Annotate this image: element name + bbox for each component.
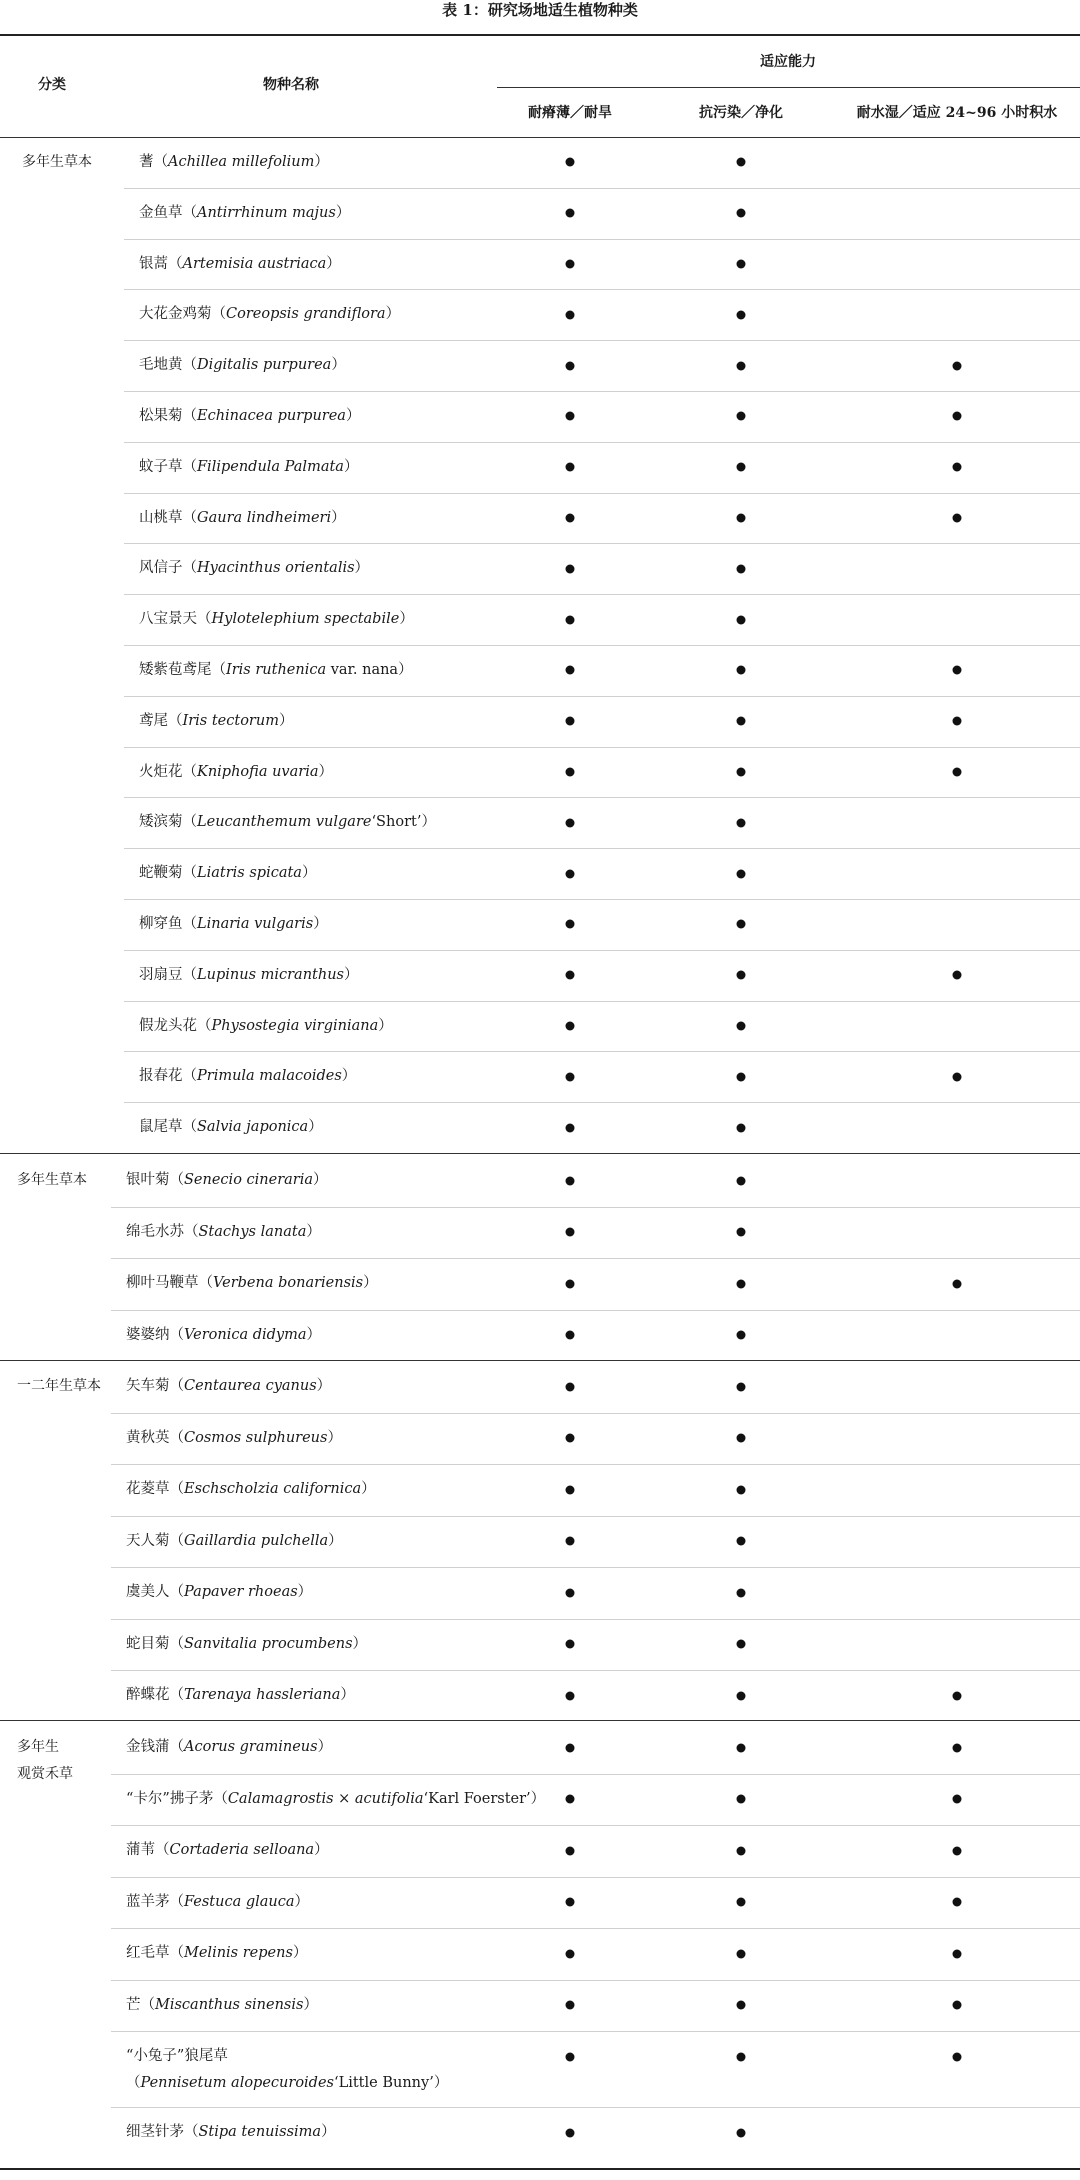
table-caption: 表 1：研究场地适生植物种类 [442, 1, 638, 19]
species-name: 毛地黄（Digitalis purpurea） [139, 357, 346, 374]
dot-drought [566, 259, 575, 268]
species-cn-name: 蛇目菊 [126, 1635, 170, 1652]
dot-drought [566, 1949, 575, 1958]
dot-waterlogging [953, 463, 962, 472]
species-latin-name: Salvia japonica [197, 1119, 309, 1136]
species-latin-name: Gaillardia pulchella [184, 1532, 329, 1549]
dot-drought [566, 2053, 575, 2062]
species-latin-name: Miscanthus sinensis [155, 1996, 304, 2013]
species-latin-name: Calamagrostis × acutifolia [227, 1790, 424, 1807]
species-latin-name: Cortaderia selloana [169, 1842, 315, 1858]
table-row [0, 848, 1080, 899]
table-row [0, 289, 1080, 340]
header-subrule [497, 87, 1080, 88]
species-latin-name: Cosmos sulphureus [184, 1429, 328, 1446]
species-cultivar: ‘Karl Foerster’ [423, 1790, 531, 1807]
dot-drought [566, 1640, 575, 1649]
species-cn-name: “卡尔”拂子茅 [126, 1790, 214, 1807]
dot-waterlogging [953, 2001, 962, 2010]
species-latin-name: Physostegia virginiana [211, 1017, 379, 1034]
species-name: 大花金鸡菊（Coreopsis grandiflora） [139, 306, 401, 323]
species-latin-name: Senecio cineraria [184, 1172, 313, 1188]
table-row [0, 1051, 1080, 1102]
dot-pollution [737, 767, 746, 776]
species-name: 醉蝶花（Tarenaya hassleriana） [126, 1687, 355, 1703]
species-name: 银蒿（Artemisia austriaca） [139, 255, 341, 272]
dot-waterlogging [953, 767, 962, 776]
species-latin-name: Gaura lindheimeri [197, 509, 332, 526]
species-name: 银叶菊（Senecio cineraria） [126, 1172, 328, 1188]
species-name: 假龙头花（Physostegia virginiana） [139, 1017, 393, 1034]
species-name: 风信子（Hyacinthus orientalis） [139, 560, 370, 577]
dot-pollution [737, 2001, 746, 2010]
dot-pollution [737, 1021, 746, 1030]
dot-pollution [737, 1228, 746, 1237]
species-name: 柳叶马鞭草（Verbena bonariensis） [126, 1275, 378, 1291]
species-latin-name: Verbena bonariensis [213, 1275, 364, 1291]
dot-waterlogging [953, 1949, 962, 1958]
species-cn-name: 报春花 [139, 1068, 183, 1085]
dot-waterlogging [953, 1898, 962, 1907]
species-latin-name: Hylotelephium spectabile [211, 611, 400, 628]
species-cn-name: 银蒿 [139, 255, 168, 272]
table-row [0, 340, 1080, 391]
dot-drought [566, 1588, 575, 1597]
species-cn-name: 芒 [126, 1996, 141, 2013]
table-row [0, 137, 1080, 188]
species-cn-name: 矮滨菊 [139, 814, 183, 831]
table-row [0, 645, 1080, 696]
dot-drought [566, 310, 575, 319]
species-cn-name: 蛇鞭菊 [139, 865, 183, 882]
dot-pollution [737, 1123, 746, 1132]
table-row [0, 1102, 1080, 1153]
species-name: 柳穿鱼（Linaria vulgaris） [139, 916, 328, 932]
dot-waterlogging [953, 412, 962, 421]
species-cn-name: 大花金鸡菊 [139, 306, 212, 323]
dot-waterlogging [953, 1279, 962, 1288]
species-cn-name: 风信子 [139, 560, 183, 577]
species-latin-name: Iris ruthenica [226, 662, 327, 678]
species-name: 松果菊（Echinacea purpurea） [139, 408, 361, 424]
species-name: 蚊子草（Filipendula Palmata） [139, 458, 359, 475]
species-latin-name: Antirrhinum majus [197, 204, 336, 221]
dot-pollution [737, 209, 746, 218]
dot-drought [566, 463, 575, 472]
species-name: 花菱草（Eschscholzia californica） [126, 1481, 376, 1497]
table-row [0, 1980, 1080, 2032]
species-name: 鸢尾（Iris tectorum） [139, 712, 294, 729]
species-name: 矮紫苞鸢尾（Iris ruthenica var. nana） [139, 662, 413, 678]
dot-pollution [737, 2128, 746, 2137]
species-cn-name: 柳穿鱼 [139, 916, 183, 932]
table-row [0, 1670, 1080, 1722]
species-cn-name: 虞美人 [126, 1584, 170, 1600]
species-name: 火炬花（Kniphofia uvaria） [139, 763, 333, 780]
species-cn-name: 银叶菊 [126, 1172, 170, 1188]
table-row [0, 1619, 1080, 1671]
header-col-waterlogging: 耐水湿／适应 24~96 小时积水 [856, 105, 1058, 121]
header-ability: 适应能力 [760, 54, 816, 70]
dot-drought [566, 1537, 575, 1546]
dot-pollution [737, 1279, 746, 1288]
dot-pollution [737, 564, 746, 573]
dot-drought [566, 1331, 575, 1340]
top-rule [0, 34, 1080, 36]
species-cn-name: “小兔子”狼尾草 [126, 2048, 228, 2064]
dot-drought [566, 1279, 575, 1288]
species-cn-name: 金鱼草 [139, 204, 183, 221]
species-cn-name: 假龙头花 [139, 1017, 197, 1034]
species-cn-name: 蚊子草 [139, 458, 183, 475]
dot-drought [566, 971, 575, 980]
species-cn-name: 毛地黄 [139, 357, 183, 374]
table-row [0, 899, 1080, 950]
dot-pollution [737, 1588, 746, 1597]
dot-drought [566, 1691, 575, 1700]
species-name: 蛇目菊（Sanvitalia procumbens） [126, 1635, 368, 1652]
species-cn-name: 婆婆纳 [126, 1326, 170, 1343]
dot-pollution [737, 717, 746, 726]
dot-drought [566, 2001, 575, 2010]
dot-pollution [737, 1331, 746, 1340]
table-row [0, 1310, 1080, 1362]
dot-pollution [737, 1949, 746, 1958]
dot-drought [566, 412, 575, 421]
table-row [0, 1207, 1080, 1259]
species-latin-name: Artemisia austriaca [182, 255, 327, 272]
species-latin-name: Kniphofia uvaria [197, 763, 319, 780]
species-latin-name: Eschscholzia californica [184, 1481, 362, 1497]
species-name: 蛇鞭菊（Liatris spicata） [139, 865, 317, 882]
table-row [0, 1413, 1080, 1465]
table-row [0, 188, 1080, 239]
dot-waterlogging [953, 1846, 962, 1855]
header-species: 物种名称 [263, 77, 319, 93]
species-cn-name: 醉蝶花 [126, 1687, 170, 1703]
species-latin-name: Tarenaya hassleriana [184, 1687, 341, 1703]
dot-pollution [737, 666, 746, 675]
species-latin-name: Filipendula Palmata [197, 458, 344, 475]
dot-drought [566, 818, 575, 827]
table-row [0, 1464, 1080, 1516]
table-row [0, 797, 1080, 848]
table-row [0, 747, 1080, 798]
dot-waterlogging [953, 1691, 962, 1700]
dot-pollution [737, 1072, 746, 1081]
species-name: 红毛草（Melinis repens） [126, 1945, 308, 1961]
species-latin-name: Echinacea purpurea [197, 408, 346, 424]
dot-pollution [737, 412, 746, 421]
group-separator [0, 1153, 1080, 1154]
dot-waterlogging [953, 2053, 962, 2062]
dot-pollution [737, 1434, 746, 1443]
species-name: 金钱蒲（Acorus gramineus） [126, 1739, 333, 1755]
dot-pollution [737, 259, 746, 268]
species-name: 黄秋英（Cosmos sulphureus） [126, 1429, 342, 1446]
table-row [0, 1567, 1080, 1619]
species-cn-name: 矢车菊 [126, 1378, 170, 1394]
species-cultivar: ‘Little Bunny’ [333, 2075, 434, 2091]
table-row [0, 1928, 1080, 1980]
table-row [0, 239, 1080, 290]
dot-pollution [737, 1382, 746, 1391]
species-name: 芒（Miscanthus sinensis） [126, 1996, 318, 2013]
species-name: 羽扇豆（Lupinus micranthus） [139, 966, 359, 983]
table-row [0, 1258, 1080, 1310]
header-col-drought: 耐瘠薄／耐旱 [528, 105, 612, 121]
dot-drought [566, 1743, 575, 1752]
species-latin-name: Hyacinthus orientalis [197, 560, 355, 577]
species-name: “小兔子”狼尾草 （Pennisetum alopecuroides‘Little Bunny’） [126, 2048, 449, 2091]
table-row [0, 442, 1080, 493]
species-latin-name: Lupinus micranthus [197, 966, 344, 983]
species-cn-name: 红毛草 [126, 1945, 170, 1961]
species-cn-name: 绵毛水苏 [126, 1223, 184, 1240]
species-cn-name: 鸢尾 [139, 712, 168, 729]
dot-waterlogging [953, 717, 962, 726]
species-cn-name: 蓝羊茅 [126, 1893, 170, 1910]
dot-pollution [737, 1846, 746, 1855]
species-cultivar: ‘Short’ [371, 814, 422, 831]
bottom-rule [0, 2168, 1080, 2170]
species-cn-name: 金钱蒲 [126, 1739, 170, 1755]
dot-waterlogging [953, 1743, 962, 1752]
dot-waterlogging [953, 1072, 962, 1081]
group-category-label: 多年生 观赏禾草 [17, 1739, 73, 1782]
dot-pollution [737, 1176, 746, 1185]
dot-pollution [737, 361, 746, 370]
species-latin-name: Achillea millefolium [168, 154, 315, 170]
table-row [0, 1722, 1080, 1774]
dot-drought [566, 1485, 575, 1494]
dot-pollution [737, 310, 746, 319]
species-latin-name: Stipa tenuissima [198, 2124, 322, 2140]
species-name: 蓍（Achillea millefolium） [139, 154, 329, 170]
species-latin-name: Iris tectorum [182, 712, 279, 729]
table-row [0, 594, 1080, 645]
dot-pollution [737, 1485, 746, 1494]
dot-waterlogging [953, 1795, 962, 1804]
dot-drought [566, 1021, 575, 1030]
species-cultivar: var. nana [326, 662, 399, 678]
header-col-pollution: 抗污染／净化 [699, 105, 783, 121]
dot-drought [566, 513, 575, 522]
species-latin-name: Veronica didyma [184, 1326, 307, 1343]
group-category-label: 多年生草本 [22, 154, 92, 170]
species-name: 蓝羊茅（Festuca glauca） [126, 1893, 309, 1910]
table-row [0, 2107, 1080, 2159]
species-latin-name: Liatris spicata [197, 865, 302, 882]
table-row [0, 1361, 1080, 1413]
dot-drought [566, 1072, 575, 1081]
species-cn-name: 羽扇豆 [139, 966, 183, 983]
dot-drought [566, 209, 575, 218]
species-cn-name: 矮紫苞鸢尾 [139, 662, 212, 678]
dot-drought [566, 2128, 575, 2137]
species-latin-name: Primula malacoides [197, 1068, 342, 1085]
dot-drought [566, 564, 575, 573]
dot-drought [566, 361, 575, 370]
species-name: 天人菊（Gaillardia pulchella） [126, 1532, 343, 1549]
dot-drought [566, 717, 575, 726]
dot-pollution [737, 1743, 746, 1752]
dot-drought [566, 1434, 575, 1443]
species-latin-name: Leucanthemum vulgare [197, 814, 372, 831]
species-latin-name: Melinis repens [184, 1945, 293, 1961]
dot-drought [566, 1898, 575, 1907]
species-cn-name: 细茎针茅 [126, 2124, 184, 2140]
species-latin-name: Coreopsis grandiflora [226, 306, 386, 323]
dot-drought [566, 1795, 575, 1804]
species-latin-name: Stachys lanata [198, 1223, 307, 1240]
species-latin-name: Acorus gramineus [184, 1739, 318, 1755]
species-name: 细茎针茅（Stipa tenuissima） [126, 2124, 336, 2140]
species-name: 虞美人（Papaver rhoeas） [126, 1584, 313, 1600]
species-name: “卡尔”拂子茅（Calamagrostis × acutifolia‘Karl Foerster’） [126, 1790, 546, 1807]
species-cn-name: 火炬花 [139, 763, 183, 780]
species-cn-name: 蓍 [139, 154, 154, 170]
dot-waterlogging [953, 361, 962, 370]
dot-drought [566, 1123, 575, 1132]
species-name: 报春花（Primula malacoides） [139, 1068, 357, 1085]
dot-pollution [737, 1691, 746, 1700]
dot-pollution [737, 463, 746, 472]
table-row [0, 1877, 1080, 1929]
table-row [0, 1155, 1080, 1207]
table-row [0, 543, 1080, 594]
species-cn-name: 天人菊 [126, 1532, 170, 1549]
dot-waterlogging [953, 666, 962, 675]
species-name: 八宝景天（Hylotelephium spectabile） [139, 611, 414, 628]
table-row [0, 2031, 1080, 2107]
species-name: 山桃草（Gaura lindheimeri） [139, 509, 346, 526]
dot-waterlogging [953, 513, 962, 522]
dot-pollution [737, 1640, 746, 1649]
dot-pollution [737, 971, 746, 980]
table-row [0, 1516, 1080, 1568]
species-cn-name: 八宝景天 [139, 611, 197, 628]
species-cn-name: 蒲苇 [126, 1842, 155, 1858]
group-category-label: 多年生草本 [17, 1172, 87, 1188]
dot-drought [566, 767, 575, 776]
species-latin-name: Pennisetum alopecuroides [140, 2075, 334, 2091]
dot-pollution [737, 615, 746, 624]
species-cn-name: 黄秋英 [126, 1429, 170, 1446]
species-name: 婆婆纳（Veronica didyma） [126, 1326, 322, 1343]
species-latin-name: Linaria vulgaris [197, 916, 314, 932]
dot-pollution [737, 158, 746, 167]
table-row [0, 1001, 1080, 1052]
dot-pollution [737, 1795, 746, 1804]
species-cn-name: 柳叶马鞭草 [126, 1275, 199, 1291]
dot-waterlogging [953, 971, 962, 980]
dot-drought [566, 666, 575, 675]
dot-drought [566, 1176, 575, 1185]
species-latin-name: Sanvitalia procumbens [184, 1635, 353, 1652]
species-cn-name: 山桃草 [139, 509, 183, 526]
dot-drought [566, 1846, 575, 1855]
table-row [0, 696, 1080, 747]
species-cn-name: 鼠尾草 [139, 1119, 183, 1136]
species-latin-name: Digitalis purpurea [197, 357, 332, 374]
table-row [0, 391, 1080, 442]
dot-pollution [737, 513, 746, 522]
dot-drought [566, 615, 575, 624]
table-row [0, 950, 1080, 1001]
species-name: 金鱼草（Antirrhinum majus） [139, 204, 351, 221]
table-row [0, 493, 1080, 544]
dot-drought [566, 158, 575, 167]
species-latin-name: Centaurea cyanus [184, 1378, 317, 1394]
dot-pollution [737, 1898, 746, 1907]
species-cn-name: 松果菊 [139, 408, 183, 424]
table-row [0, 1825, 1080, 1877]
species-cn-name: 花菱草 [126, 1481, 170, 1497]
group-category-label: 一二年生草本 [17, 1378, 101, 1394]
dot-drought [566, 869, 575, 878]
species-name: 鼠尾草（Salvia japonica） [139, 1119, 323, 1136]
dot-drought [566, 920, 575, 929]
species-name: 绵毛水苏（Stachys lanata） [126, 1223, 321, 1240]
species-name: 矮滨菊（Leucanthemum vulgare‘Short’） [139, 814, 436, 831]
dot-pollution [737, 818, 746, 827]
species-name: 矢车菊（Centaurea cyanus） [126, 1378, 332, 1394]
dot-pollution [737, 869, 746, 878]
species-name: 蒲苇（Cortaderia selloana） [126, 1842, 329, 1858]
group-separator [0, 1720, 1080, 1721]
dot-pollution [737, 2053, 746, 2062]
dot-drought [566, 1382, 575, 1391]
species-latin-name: Papaver rhoeas [184, 1584, 298, 1600]
dot-drought [566, 1228, 575, 1237]
dot-pollution [737, 920, 746, 929]
dot-pollution [737, 1537, 746, 1546]
table-row [0, 1774, 1080, 1826]
species-latin-name: Festuca glauca [184, 1893, 295, 1910]
header-category: 分类 [38, 77, 66, 93]
